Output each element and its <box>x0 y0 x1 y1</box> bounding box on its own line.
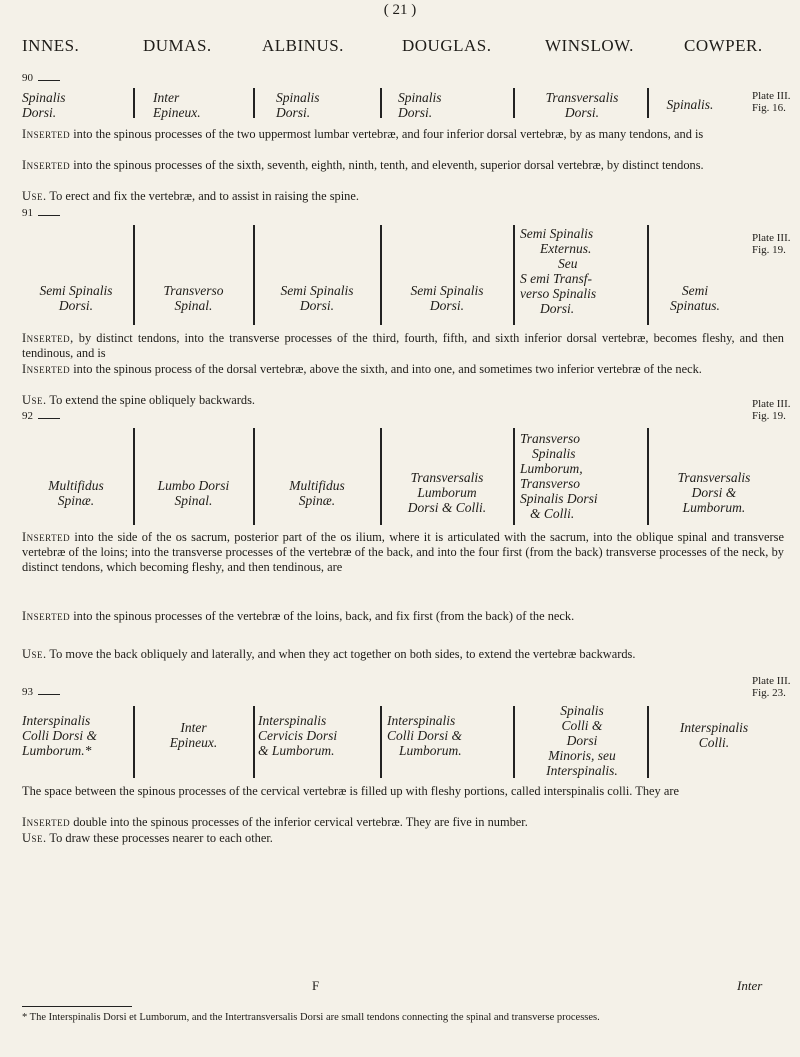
column-rule <box>133 706 135 778</box>
column-rule <box>513 706 515 778</box>
innes-cell: Semi Spinalis Dorsi. <box>39 283 113 313</box>
column-rule <box>513 88 515 118</box>
description-paragraph: Inserted into the spinous processes of the two uppermost lumbar vertebræ, and four inferior dorsal vertebræ, by as many tendons, and is <box>22 127 704 141</box>
column-rule <box>513 225 515 325</box>
douglas-cell: Interspinalis Colli Dorsi & Lumborum. <box>387 713 463 758</box>
cowper-cell: Interspinalis Colli. <box>679 720 749 750</box>
plate-reference: Plate III. Fig. 16. <box>752 90 791 114</box>
section-dash <box>38 215 60 216</box>
column-rule <box>253 428 255 525</box>
section-number: 92 <box>22 410 33 422</box>
header-innes: INNES. <box>22 36 80 55</box>
winslow-cell: Transversalis Dorsi. <box>545 90 619 120</box>
column-rule <box>647 428 649 525</box>
description-paragraph: Inserted into the side of the os sacrum, posterior part of the os ilium, where it is articulated with the sacrum, into the oblique spinal and transverse vertebræ of the loins; into the transverse processes of the vertebræ of the back, and into the four first (from the back) transverse processes of the neck, by distinct tendons, which becoming fleshy, and then tendinous, are <box>22 530 784 574</box>
albinus-cell: Multifidus Spinæ. <box>289 478 345 508</box>
albinus-cell: Spinalis Dorsi. <box>276 90 320 120</box>
use-paragraph: Use. To draw these processes nearer to each other. <box>22 831 273 845</box>
use-paragraph: Use. To erect and fix the vertebræ, and to assist in raising the spine. <box>22 189 359 203</box>
signature-mark: F <box>312 978 320 993</box>
column-rule <box>647 225 649 325</box>
cowper-cell: Spinalis. <box>666 97 714 112</box>
header-cowper: COWPER. <box>684 36 763 55</box>
header-dumas: DUMAS. <box>143 36 212 55</box>
section-number: 90 <box>22 72 33 84</box>
header-albinus: ALBINUS. <box>262 36 344 55</box>
catchword: Inter <box>737 978 763 993</box>
column-rule <box>647 706 649 778</box>
column-rule <box>380 88 382 118</box>
column-rule <box>133 88 135 118</box>
use-paragraph: Use. To extend the spine obliquely backwards. <box>22 393 256 407</box>
column-rule <box>253 88 255 118</box>
albinus-cell: Interspinalis Cervicis Dorsi & Lumborum. <box>258 713 338 758</box>
plate-reference: Plate III. Fig. 19. <box>752 398 791 422</box>
douglas-cell: Transversalis Lumborum Dorsi & Colli. <box>407 470 487 515</box>
winslow-cell: Semi Spinalis Externus. Seu S emi Transf- verso Spinalis Dorsi. <box>520 226 597 316</box>
section-dash <box>38 418 60 419</box>
cowper-cell: Transversalis Dorsi & Lumborum. <box>677 470 751 515</box>
use-paragraph: Use. To move the back obliquely and laterally, and when they act together on both sides, to extend the vertebræ backwards. <box>22 647 636 661</box>
dumas-cell: Inter Epineux. <box>169 720 218 750</box>
footnote-rule <box>22 1006 132 1007</box>
column-rule <box>647 88 649 118</box>
winslow-cell: Transverso Spinalis Lumborum, Transverso Spinalis Dorsi & Colli. <box>520 431 598 521</box>
section-dash <box>38 80 60 81</box>
douglas-cell: Semi Spinalis Dorsi. <box>410 283 484 313</box>
column-rule <box>133 428 135 525</box>
description-paragraph: Inserted into the spinous processes of the sixth, seventh, eighth, ninth, tenth, and eleventh, superior dorsal vertebræ, by distinct tendons. <box>22 158 704 172</box>
column-rule <box>380 428 382 525</box>
winslow-cell: Spinalis Colli & Dorsi Minoris, seu Interspinalis. <box>546 703 618 778</box>
section-number: 91 <box>22 207 33 219</box>
cowper-cell: Semi Spinatus. <box>670 283 720 313</box>
page-number: ( 21 ) <box>383 2 417 18</box>
dumas-cell: Transverso Spinal. <box>163 283 224 313</box>
column-rule <box>513 428 515 525</box>
section-dash <box>38 694 60 695</box>
column-rule <box>253 706 255 778</box>
innes-cell: Spinalis Dorsi. <box>22 90 66 120</box>
column-rule <box>380 706 382 778</box>
description-paragraph: The space between the spinous processes of the cervical vertebræ is filled up with fleshy portions, called interspinalis colli. They are <box>22 784 679 798</box>
column-rule <box>253 225 255 325</box>
description-paragraph: Inserted into the spinous process of the dorsal vertebræ, above the sixth, and into one, and sometimes two inferior vertebræ of the neck. <box>22 362 702 376</box>
plate-reference: Plate III. Fig. 23. <box>752 675 791 699</box>
innes-cell: Multifidus Spinæ. <box>48 478 104 508</box>
footnote: * The Interspinalis Dorsi et Lumborum, and the Intertransversalis Dorsi are small tendons connecting the spinal and transverse processes. <box>22 1012 600 1023</box>
header-winslow: WINSLOW. <box>545 36 634 55</box>
column-rule <box>380 225 382 325</box>
header-douglas: DOUGLAS. <box>402 36 492 55</box>
douglas-cell: Spinalis Dorsi. <box>398 90 442 120</box>
dumas-cell: Inter Epineux. <box>153 90 201 120</box>
column-rule <box>133 225 135 325</box>
section-number: 93 <box>22 686 33 698</box>
description-paragraph: Inserted double into the spinous processes of the inferior cervical vertebræ. They are five in number. <box>22 815 528 829</box>
plate-reference: Plate III. Fig. 19. <box>752 232 791 256</box>
description-paragraph: Inserted, by distinct tendons, into the transverse processes of the third, fourth, fifth, and sixth inferior dorsal vertebræ, becomes fleshy, and then tendinous, and is <box>22 331 784 360</box>
description-paragraph: Inserted into the spinous processes of the vertebræ of the loins, back, and fix first (from the back) of the neck. <box>22 609 575 623</box>
innes-cell: Interspinalis Colli Dorsi & Lumborum.* <box>22 713 98 758</box>
albinus-cell: Semi Spinalis Dorsi. <box>280 283 354 313</box>
dumas-cell: Lumbo Dorsi Spinal. <box>157 478 230 508</box>
